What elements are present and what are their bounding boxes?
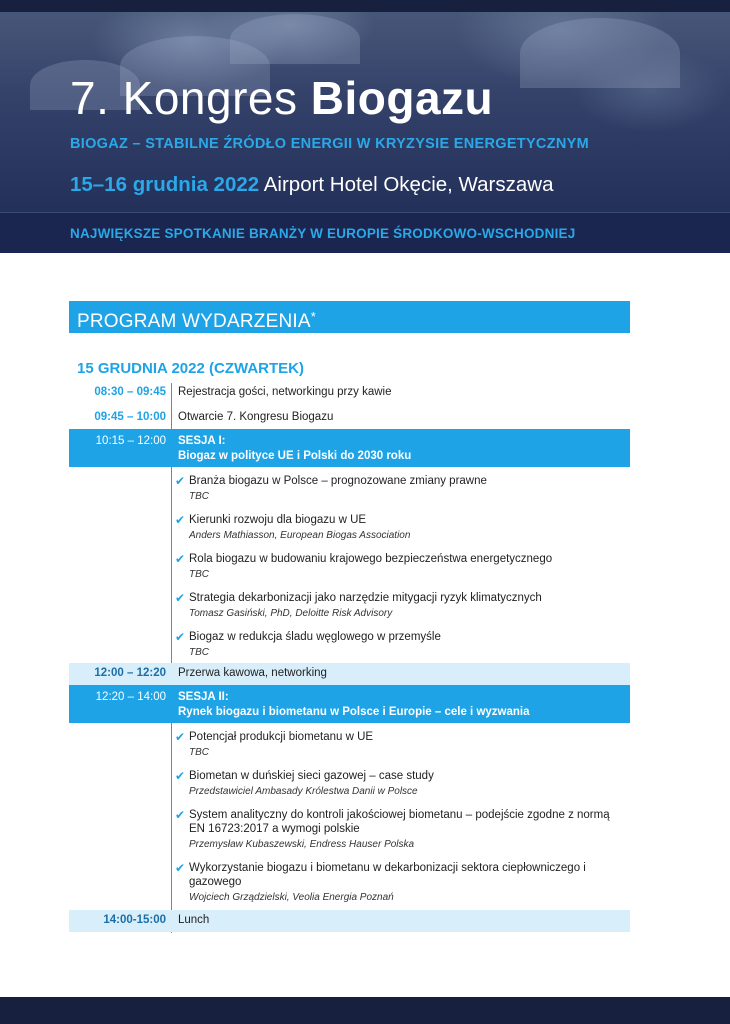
talk-title: System analityczny do kontroli jakościowej biometanu – podejście zgodne z normą: [189, 809, 610, 821]
row-time: 12:00 – 12:20: [94, 667, 166, 679]
program-heading-text: PROGRAM WYDARZENIA: [77, 311, 311, 332]
talk-item: [175, 630, 441, 660]
talk-title: Wykorzystanie biogazu i biometanu w dekarbonizacji sektora ciepłowniczego i: [189, 862, 586, 874]
talk-title: Strategia dekarbonizacji jako narzędzie mitygacji ryzyk klimatycznych: [189, 592, 542, 604]
checkmark-icon: ✔: [175, 861, 186, 875]
program-heading: [69, 301, 630, 333]
row-desc: Otwarcie 7. Kongresu Biogazu: [178, 411, 334, 423]
talk-title-cont: EN 16723:2017 a wymogi polskie: [189, 823, 360, 835]
talk-title: Kierunki rozwoju dla biogazu w UE: [189, 514, 367, 526]
schedule-row: [69, 411, 630, 429]
talk-speaker: TBC: [189, 647, 209, 658]
talk-item: [175, 474, 487, 504]
talk-title: Biometan w duńskiej sieci gazowej – case study: [189, 770, 434, 782]
talk-title: Potencjał produkcji biometanu w UE: [189, 731, 374, 743]
checkmark-icon: ✔: [175, 552, 186, 566]
biogas-dome-shape: [520, 18, 680, 88]
checkmark-icon: ✔: [175, 591, 186, 605]
talk-speaker: TBC: [189, 491, 209, 502]
break-row: [69, 663, 630, 685]
talk-item: [175, 513, 410, 543]
event-date: 15–16 grudnia 2022: [70, 173, 260, 196]
talk-item: [175, 861, 586, 905]
session-title: [178, 434, 411, 464]
talk-title: Branża biogazu w Polsce – prognozowane zmiany prawne: [189, 475, 487, 487]
program-heading-asterisk: *: [310, 309, 316, 324]
row-desc: Lunch: [178, 914, 210, 926]
row-time: 08:30 – 09:45: [94, 386, 166, 398]
day-title: 15 GRUDNIA 2022 (CZWARTEK): [77, 360, 304, 377]
talk-item: [175, 591, 542, 621]
talk-title: Rola biogazu w budowaniu krajowego bezpieczeństwa energetycznego: [189, 553, 553, 565]
lunch-row: [69, 910, 630, 932]
session-label: SESJA II:: [178, 691, 229, 703]
talk-speaker: TBC: [189, 569, 209, 580]
talk-title-cont: gazowego: [189, 876, 242, 888]
talk-title: Biogaz w redukcja śladu węglowego w przemyśle: [189, 631, 441, 643]
checkmark-icon: ✔: [175, 730, 186, 744]
header-banner: [0, 0, 730, 212]
tagline-band: [0, 212, 730, 253]
talk-speaker: Przemysław Kubaszewski, Endress Hauser Polska: [189, 839, 415, 850]
row-time: 09:45 – 10:00: [94, 411, 166, 423]
event-title-bold: Biogazu: [310, 72, 494, 124]
session-topic: Biogaz w polityce UE i Polski do 2030 roku: [178, 450, 412, 462]
row-desc: Rejestracja gości, networkingu przy kawie: [178, 386, 392, 398]
event-title-number: 7. Kongres: [70, 72, 311, 124]
checkmark-icon: ✔: [175, 808, 186, 822]
talk-speaker: Anders Mathiasson, European Biogas Association: [189, 530, 411, 541]
biogas-dome-shape: [230, 14, 360, 64]
talk-speaker: TBC: [189, 747, 209, 758]
checkmark-icon: ✔: [175, 474, 186, 488]
event-title: [70, 70, 493, 126]
talk-speaker: Tomasz Gasiński, PhD, Deloitte Risk Advisory: [189, 608, 393, 619]
session-label: SESJA I:: [178, 435, 226, 447]
tagline-text: NAJWIĘKSZE SPOTKANIE BRANŻY W EUROPIE ŚRODKOWO-WSCHODNIEJ: [70, 226, 576, 241]
event-venue: Airport Hotel Okęcie, Warszawa: [259, 173, 554, 196]
footer-bar: [0, 997, 730, 1024]
schedule-row: [69, 386, 630, 404]
checkmark-icon: ✔: [175, 513, 186, 527]
checkmark-icon: ✔: [175, 769, 186, 783]
event-dateline: [70, 173, 553, 197]
session-title: [178, 690, 530, 720]
talk-item: [175, 808, 610, 852]
talk-item: [175, 769, 434, 799]
row-desc: Przerwa kawowa, networking: [178, 667, 327, 679]
row-time: 14:00-15:00: [103, 914, 166, 926]
session-row: [69, 685, 630, 723]
talk-speaker: Wojciech Grządzielski, Veolia Energia Poznań: [189, 892, 394, 903]
talk-item: [175, 552, 552, 582]
session-topic: Rynek biogazu i biometanu w Polsce i Europie – cele i wyzwania: [178, 706, 530, 718]
talk-speaker: Przedstawiciel Ambasady Królestwa Danii w Polsce: [189, 786, 418, 797]
row-time: 12:20 – 14:00: [95, 691, 166, 703]
event-subtitle: BIOGAZ – STABILNE ŹRÓDŁO ENERGII W KRYZYSIE ENERGETYCZNYM: [70, 136, 589, 152]
session-row: [69, 429, 630, 467]
checkmark-icon: ✔: [175, 630, 186, 644]
header-top-bar: [0, 0, 730, 12]
talk-item: [175, 730, 373, 760]
row-time: 10:15 – 12:00: [95, 435, 166, 447]
